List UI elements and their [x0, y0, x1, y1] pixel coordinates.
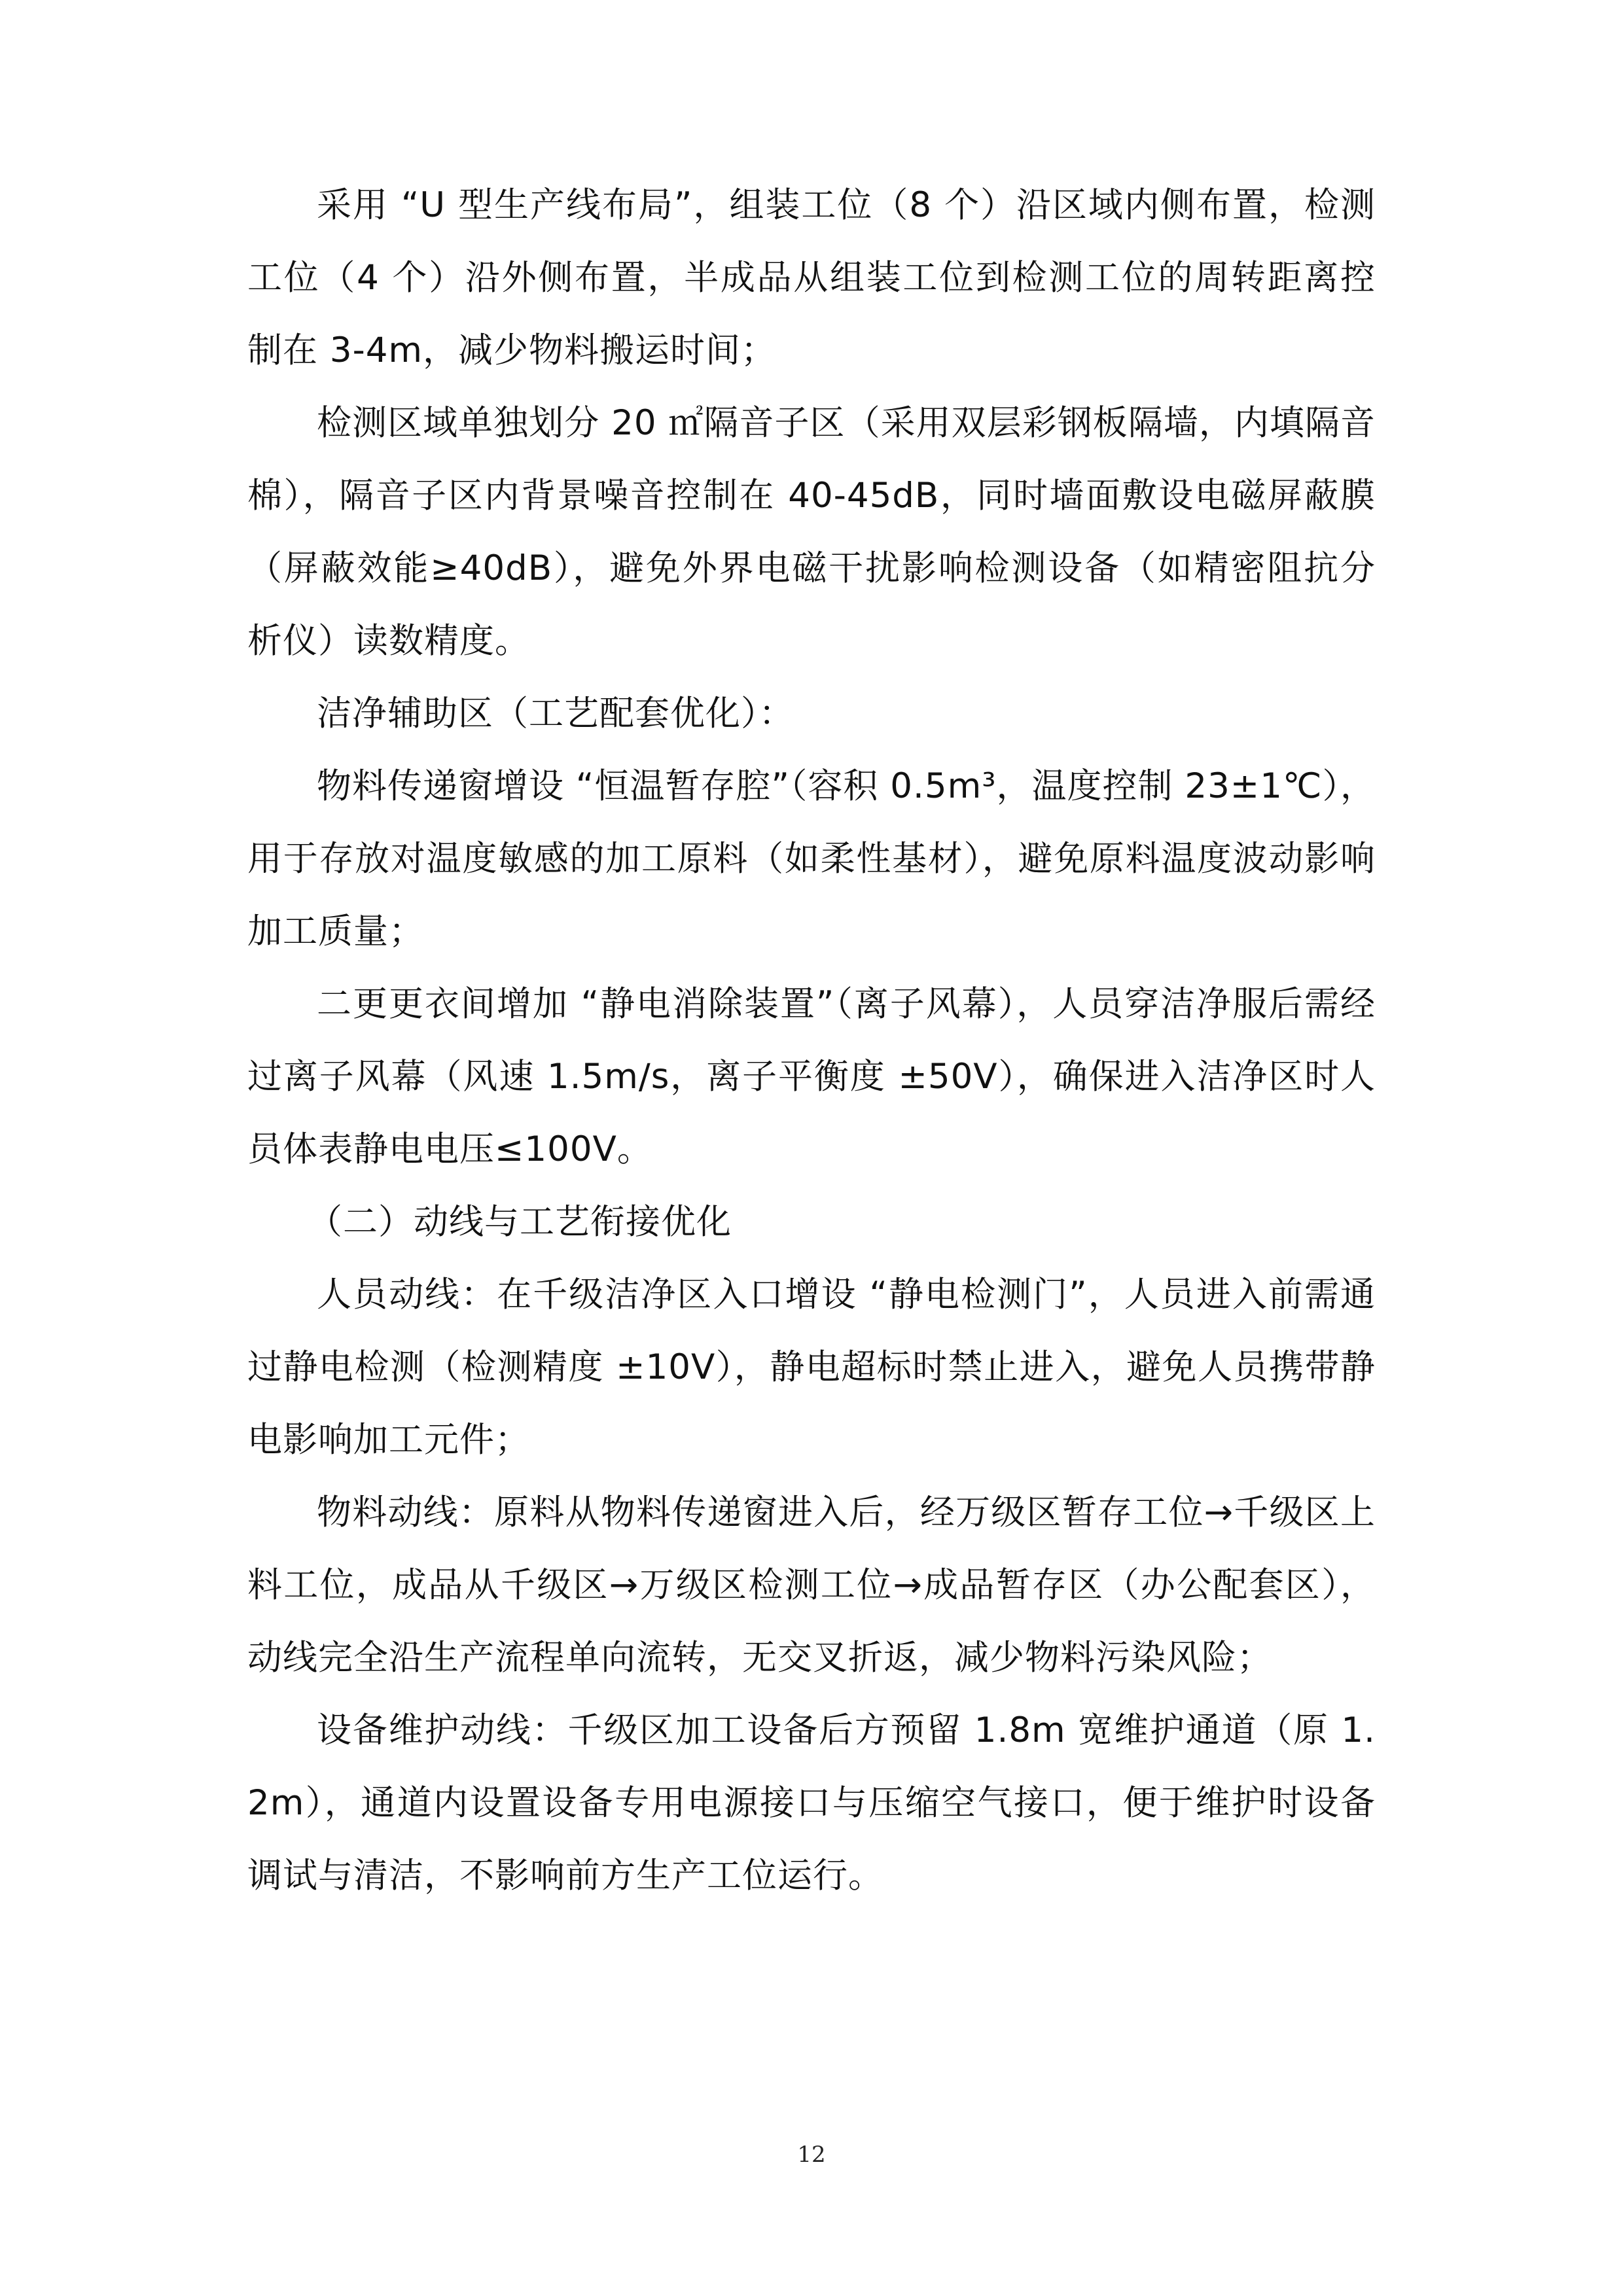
paragraph-soundproof-zone: 检测区域单独划分 20 ㎡隔音子区（采用双层彩钢板隔墙，内填隔音棉），隔音子区内背景噪音控制在 40-45dB，同时墙面敷设电磁屏蔽膜（屏蔽效能≥40dB），避免外界电磁干扰影响检测设备（如精密阻抗分析仪）读数精度。 — [247, 403, 1376, 661]
paragraph-pass-box: 物料传递窗增设 “恒温暂存腔”（容积 0.5m³，温度控制 23±1℃），用于存放对温度敏感的加工原料（如柔性基材），避免原料温度波动影响加工质量； — [247, 766, 1376, 951]
paragraph-clean-aux-heading: 洁净辅助区（工艺配套优化）： — [317, 694, 794, 733]
paragraph-static-removal: 二更更衣间增加 “静电消除装置”（离子风幕），人员穿洁净服后需经过离子风幕（风速 1.5m/s，离子平衡度 ±50V），确保进入洁净区时人员体表静电电压≤100V。 — [247, 984, 1376, 1169]
section-heading-flow: （二）动线与工艺衔接优化 — [308, 1202, 732, 1242]
paragraph-personnel-flow: 人员动线：在千级洁净区入口增设 “静电检测门”，人员进入前需通过静电检测（检测精度 ±10V），静电超标时禁止进入，避免人员携带静电影响加工元件； — [247, 1275, 1376, 1460]
page-number: 12 — [797, 2142, 826, 2168]
paragraph-material-flow: 物料动线：原料从物料传递窗进入后，经万级区暂存工位→千级区上料工位，成品从千级区→万级区检测工位→成品暂存区（办公配套区），动线完全沿生产流程单向流转，无交叉折返，减少物料污染风险； — [247, 1492, 1376, 1678]
paragraph-maintenance-flow: 设备维护动线：千级区加工设备后方预留 1.8m 宽维护通道（原 1.2m），通道内设置设备专用电源接口与压缩空气接口，便于维护时设备调试与清洁，不影响前方生产工位运行。 — [247, 1710, 1376, 1896]
page-body — [247, 169, 1376, 1912]
paragraph-u-layout: 采用 “U 型生产线布局”，组装工位（8 个）沿区域内侧布置，检测工位（4 个）沿外侧布置，半成品从组装工位到检测工位的周转距离控制在 3-4m，减少物料搬运时间； — [247, 185, 1376, 370]
